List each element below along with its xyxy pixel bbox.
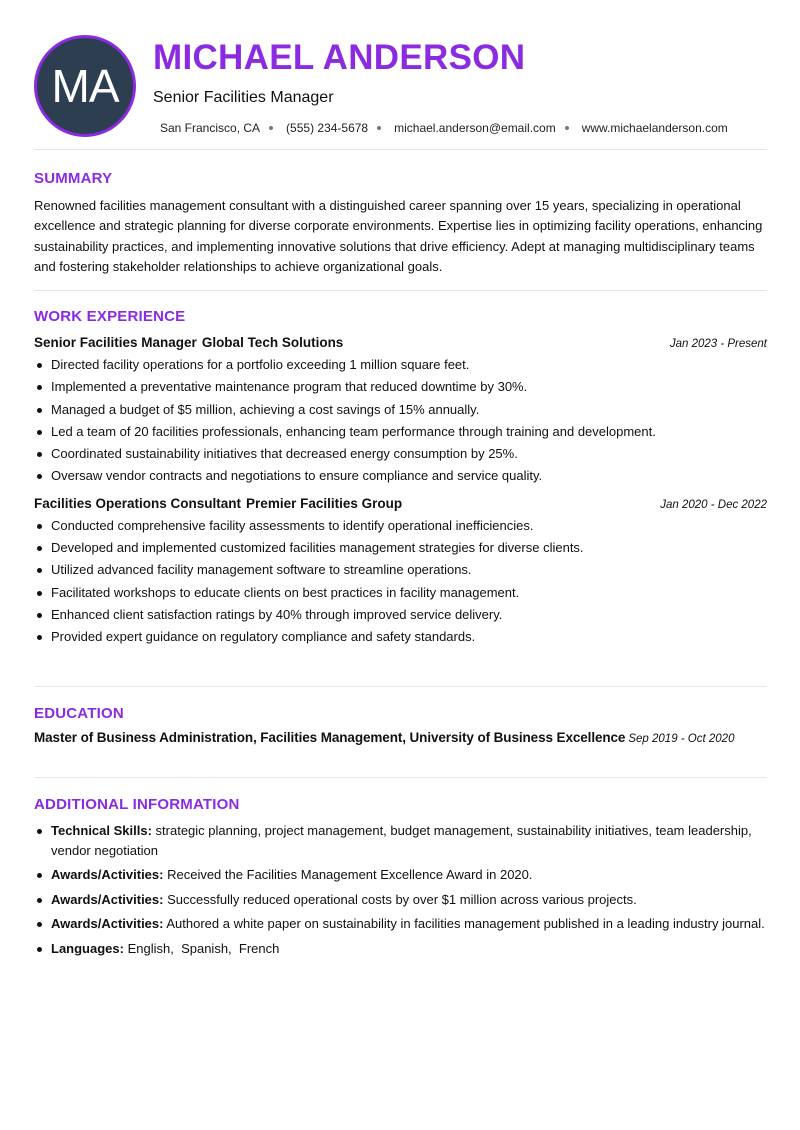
item-text: Authored a white paper on sustainability in facilities management published in a leading industry journal. bbox=[166, 916, 765, 931]
additional-info-heading: ADDITIONAL INFORMATION bbox=[34, 796, 240, 813]
list-item: Conducted comprehensive facility assessments to identify operational inefficiencies. bbox=[34, 515, 767, 537]
list-item: Utilized advanced facility management software to streamline operations. bbox=[34, 559, 767, 581]
candidate-role: Senior Facilities Manager bbox=[153, 89, 334, 106]
job-bullets bbox=[34, 515, 767, 649]
education-degree: Master of Business Administration, Facilities Management, University of Business Excellence bbox=[34, 730, 626, 745]
education-dates: Sep 2019 - Oct 2020 bbox=[628, 733, 735, 745]
separator-dot-icon bbox=[377, 126, 381, 130]
item-text: Received the Facilities Management Excellence Award in 2020. bbox=[167, 867, 533, 882]
education-heading: EDUCATION bbox=[34, 705, 124, 722]
list-item bbox=[34, 821, 767, 860]
avatar bbox=[34, 35, 136, 137]
item-text: strategic planning, project management, budget management, sustainability initiatives, team leadership, vendor negotiation bbox=[51, 823, 752, 858]
job-entry bbox=[34, 496, 767, 649]
summary-heading: SUMMARY bbox=[34, 170, 113, 187]
resume-page bbox=[34, 0, 767, 963]
job-entry bbox=[34, 335, 767, 488]
list-item: Managed a budget of $5 million, achieving a cost savings of 15% annually. bbox=[34, 399, 767, 421]
avatar-initials: MA bbox=[51, 60, 119, 112]
email-link[interactable]: michael.anderson@email.com bbox=[394, 121, 556, 135]
education-section bbox=[34, 687, 767, 778]
list-item: Facilitated workshops to educate clients on best practices in facility management. bbox=[34, 582, 767, 604]
list-item bbox=[34, 939, 767, 959]
additional-info-list bbox=[34, 821, 767, 958]
list-item: Led a team of 20 facilities professionals, enhancing team performance through training and development. bbox=[34, 421, 767, 443]
list-item bbox=[34, 890, 767, 910]
additional-info-section bbox=[34, 778, 767, 958]
job-title bbox=[34, 496, 402, 511]
item-label: Awards/Activities: bbox=[51, 916, 164, 931]
candidate-name: MICHAEL ANDERSON bbox=[153, 38, 526, 77]
job-bullets bbox=[34, 354, 767, 488]
item-label: Technical Skills: bbox=[51, 823, 152, 838]
contact-website[interactable] bbox=[582, 121, 728, 135]
list-item: Implemented a preventative maintenance program that reduced downtime by 30%. bbox=[34, 376, 767, 398]
list-item bbox=[34, 914, 767, 934]
contact-info bbox=[160, 121, 728, 135]
list-item bbox=[34, 865, 767, 885]
job-dates: Jan 2023 - Present bbox=[669, 338, 767, 350]
separator-dot-icon bbox=[269, 126, 273, 130]
contact-phone[interactable] bbox=[286, 121, 394, 135]
job-company: Premier Facilities Group bbox=[246, 495, 403, 511]
website-link[interactable]: www.michaelanderson.com bbox=[581, 121, 728, 135]
list-item: Oversaw vendor contracts and negotiations to ensure compliance and service quality. bbox=[34, 465, 767, 487]
contact-location bbox=[160, 121, 286, 135]
item-label: Languages: bbox=[51, 940, 124, 956]
list-item: Enhanced client satisfaction ratings by 40% through improved service delivery. bbox=[34, 604, 767, 626]
item-label: Awards/Activities: bbox=[51, 891, 164, 907]
list-item: Developed and implemented customized facilities management strategies for diverse clients. bbox=[34, 537, 767, 559]
job-position: Facilities Operations Consultant bbox=[34, 495, 242, 511]
work-experience-section bbox=[34, 291, 767, 687]
job-title bbox=[34, 335, 343, 350]
phone-text[interactable]: (555) 234-5678 bbox=[286, 121, 369, 135]
contact-email[interactable] bbox=[394, 121, 582, 135]
list-item: Provided expert guidance on regulatory compliance and safety standards. bbox=[34, 626, 767, 648]
resume-header bbox=[34, 0, 767, 150]
separator-dot-icon bbox=[565, 126, 569, 130]
job-company: Global Tech Solutions bbox=[201, 335, 344, 350]
item-text: English, Spanish, French bbox=[127, 940, 280, 956]
job-dates: Jan 2020 - Dec 2022 bbox=[660, 498, 767, 511]
location-text: San Francisco, CA bbox=[160, 121, 261, 135]
job-header bbox=[34, 496, 767, 511]
list-item: Directed facility operations for a portfolio exceeding 1 million square feet. bbox=[34, 354, 767, 376]
item-text: Successfully reduced operational costs by over $1 million across various projects. bbox=[167, 891, 637, 907]
education-entry bbox=[34, 730, 767, 745]
job-position: Senior Facilities Manager bbox=[34, 335, 197, 350]
summary-text: Renowned facilities management consultant with a distinguished career spanning over 15 years, specializing in operational excellence and strategic planning for diverse corporate environments. Expertise lies in optimizing facility operations, enhancing sustainability practices, and implementing innovative solutions that drive efficiency. Adept at managing multidisciplinary teams and fostering stakeholder relationships to achieve organizational goals. bbox=[34, 198, 763, 274]
list-item: Coordinated sustainability initiatives that decreased energy consumption by 25%. bbox=[34, 443, 767, 465]
work-experience-heading: WORK EXPERIENCE bbox=[34, 308, 186, 325]
summary-section bbox=[34, 150, 767, 291]
job-header bbox=[34, 335, 767, 350]
item-label: Awards/Activities: bbox=[51, 867, 164, 882]
